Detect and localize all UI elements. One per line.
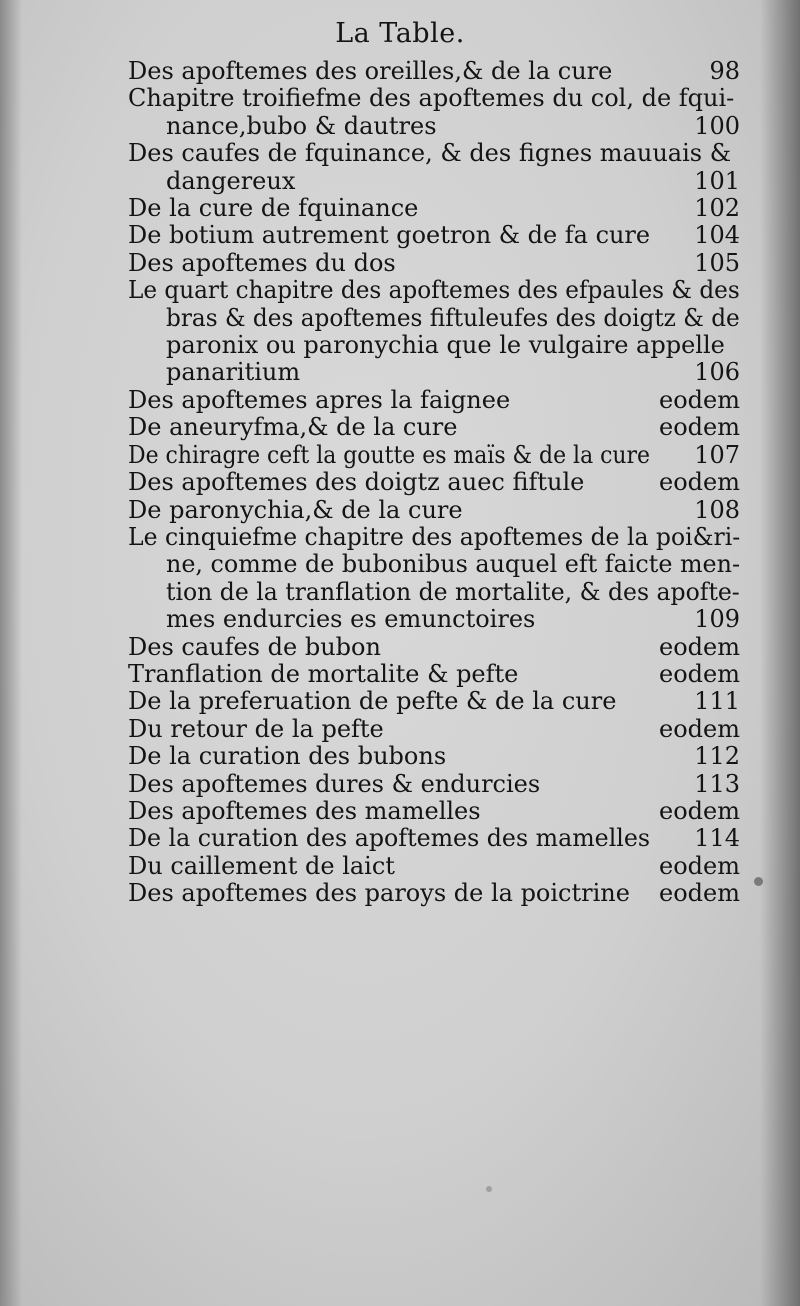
page-reference: 101 xyxy=(694,166,740,195)
entry-text: Le cinquiefme chapitre des apoftemes de la poi&ri- xyxy=(128,522,741,551)
entry-continuation-line xyxy=(128,359,740,386)
page-reference: eodem xyxy=(659,632,740,661)
entry-continuation-line xyxy=(128,606,740,633)
toc-entry xyxy=(128,771,740,798)
entry-continuation-line xyxy=(128,305,740,332)
page-reference: eodem xyxy=(659,413,740,442)
page-reference: 114 xyxy=(694,824,740,853)
entry-text: Tranflation de mortalite & pefte xyxy=(128,659,519,688)
page-reference: 105 xyxy=(694,248,740,277)
toc-entry xyxy=(128,853,740,880)
page-shadow-right xyxy=(760,0,800,1306)
toc-entry xyxy=(128,442,740,469)
page-reference: 98 xyxy=(709,57,740,85)
entry-text: Chapitre troifiefme des apoftemes du col, de fqui- xyxy=(128,84,735,113)
toc-entry xyxy=(128,222,740,249)
entry-title-line xyxy=(128,634,740,661)
entry-title-line xyxy=(128,497,740,524)
entry-text: De botium autrement goetron & de fa cure xyxy=(128,221,651,250)
page-reference: 109 xyxy=(694,605,740,634)
toc-entry xyxy=(128,743,740,770)
entry-text: paronix ou paronychia que le vulgaire appelle xyxy=(166,331,725,360)
entry-text: De paronychia,& de la cure xyxy=(128,495,463,524)
entry-text: Des caufes de fquinance, & des fignes mauuais & xyxy=(128,139,732,168)
page-reference: eodem xyxy=(659,385,740,414)
entry-title-line xyxy=(128,58,740,85)
entry-title-line xyxy=(128,250,740,277)
page-reference: eodem xyxy=(659,879,740,908)
entry-text: De la cure de fquinance xyxy=(128,194,419,223)
toc-entry xyxy=(128,716,740,743)
page-reference: 106 xyxy=(694,358,740,387)
table-of-contents xyxy=(128,58,740,908)
ink-spot xyxy=(754,877,763,886)
toc-entry xyxy=(128,469,740,496)
entry-title-line xyxy=(128,222,740,249)
entry-title-line xyxy=(128,195,740,222)
entry-title-line xyxy=(128,825,740,852)
toc-entry xyxy=(128,195,740,222)
entry-continuation-line xyxy=(128,113,740,140)
toc-entry xyxy=(128,140,740,195)
entry-text: Des apoftemes du dos xyxy=(128,248,396,277)
entry-title-line xyxy=(128,853,740,880)
entry-continuation-line xyxy=(128,332,740,359)
entry-text: dangereux xyxy=(166,166,296,195)
entry-text: Des apoftemes apres la faignee xyxy=(128,385,511,414)
entry-title-line xyxy=(128,277,740,304)
entry-title-line xyxy=(128,140,740,167)
entry-text: Le quart chapitre des apoftemes des efpaules & des xyxy=(128,276,740,305)
entry-title-line xyxy=(128,743,740,770)
toc-entry xyxy=(128,387,740,414)
entry-text: bras & des apoftemes fiftuleufes des doigtz & de xyxy=(166,303,740,332)
toc-entry xyxy=(128,880,740,907)
entry-title-line xyxy=(128,798,740,825)
toc-entry xyxy=(128,85,740,140)
entry-text: De aneuryfma,& de la cure xyxy=(128,413,458,442)
page-reference: 111 xyxy=(694,687,740,716)
entry-text: Des caufes de bubon xyxy=(128,632,381,661)
toc-entry xyxy=(128,825,740,852)
toc-entry xyxy=(128,661,740,688)
entry-continuation-line xyxy=(128,551,740,578)
entry-text: Des apoftemes des mamelles xyxy=(128,796,481,825)
toc-entry xyxy=(128,524,740,634)
entry-continuation-line xyxy=(128,579,740,606)
entry-text: De la curation des apoftemes des mamelles xyxy=(128,824,651,853)
entry-text: De la curation des bubons xyxy=(128,742,447,771)
entry-text: ne, comme de bubonibus auquel eft faicte men- xyxy=(166,550,741,579)
entry-title-line xyxy=(128,414,740,441)
page-reference: eodem xyxy=(659,851,740,880)
entry-title-line xyxy=(128,387,740,414)
entry-text: Des apoftemes des doigtz auec fiftule xyxy=(128,468,585,497)
page-shadow-left xyxy=(0,0,22,1306)
entry-continuation-line xyxy=(128,168,740,195)
entry-text: De la preferuation de pefte & de la cure xyxy=(128,687,617,716)
entry-text: Du caillement de laict xyxy=(128,851,395,880)
page-reference: 108 xyxy=(694,495,740,524)
toc-entry xyxy=(128,798,740,825)
page-reference: eodem xyxy=(659,714,740,743)
toc-entry xyxy=(128,497,740,524)
entry-title-line xyxy=(128,85,740,112)
entry-text: Du retour de la pefte xyxy=(128,714,384,743)
page-reference: 113 xyxy=(694,769,740,798)
entry-text: Des apoftemes dures & endurcies xyxy=(128,769,541,798)
entry-title-line xyxy=(128,469,740,496)
entry-text: nance,bubo & dautres xyxy=(166,111,437,140)
toc-entry xyxy=(128,414,740,441)
entry-text: tion de la tranflation de mortalite, & des apofte- xyxy=(166,577,740,606)
entry-title-line xyxy=(128,880,740,907)
entry-title-line xyxy=(128,716,740,743)
entry-title-line xyxy=(128,771,740,798)
entry-title-line xyxy=(128,661,740,688)
entry-text: Des apoftemes des oreilles,& de la cure xyxy=(128,57,613,85)
entry-text: Des apoftemes des paroys de la poictrine xyxy=(128,879,630,908)
toc-entry xyxy=(128,277,740,387)
ink-spot xyxy=(486,1186,492,1192)
page-reference: eodem xyxy=(659,796,740,825)
running-title: La Table. xyxy=(335,18,465,49)
entry-text: panaritium xyxy=(166,358,301,387)
entry-text: mes endurcies es emunctoires xyxy=(166,605,536,634)
page-reference: 112 xyxy=(694,742,740,771)
page-reference: eodem xyxy=(659,659,740,688)
toc-entry xyxy=(128,58,740,85)
toc-entry xyxy=(128,688,740,715)
page-reference: 102 xyxy=(694,194,740,223)
page-reference: 107 xyxy=(694,440,740,469)
toc-entry xyxy=(128,250,740,277)
page-reference: 100 xyxy=(694,111,740,140)
entry-title-line xyxy=(128,442,740,469)
entry-title-line xyxy=(128,688,740,715)
entry-text: De chiragre ceft la goutte es maïs & de la cure xyxy=(128,440,651,469)
page-reference: 104 xyxy=(694,221,740,250)
toc-entry xyxy=(128,634,740,661)
page-reference: eodem xyxy=(659,468,740,497)
entry-title-line xyxy=(128,524,740,551)
